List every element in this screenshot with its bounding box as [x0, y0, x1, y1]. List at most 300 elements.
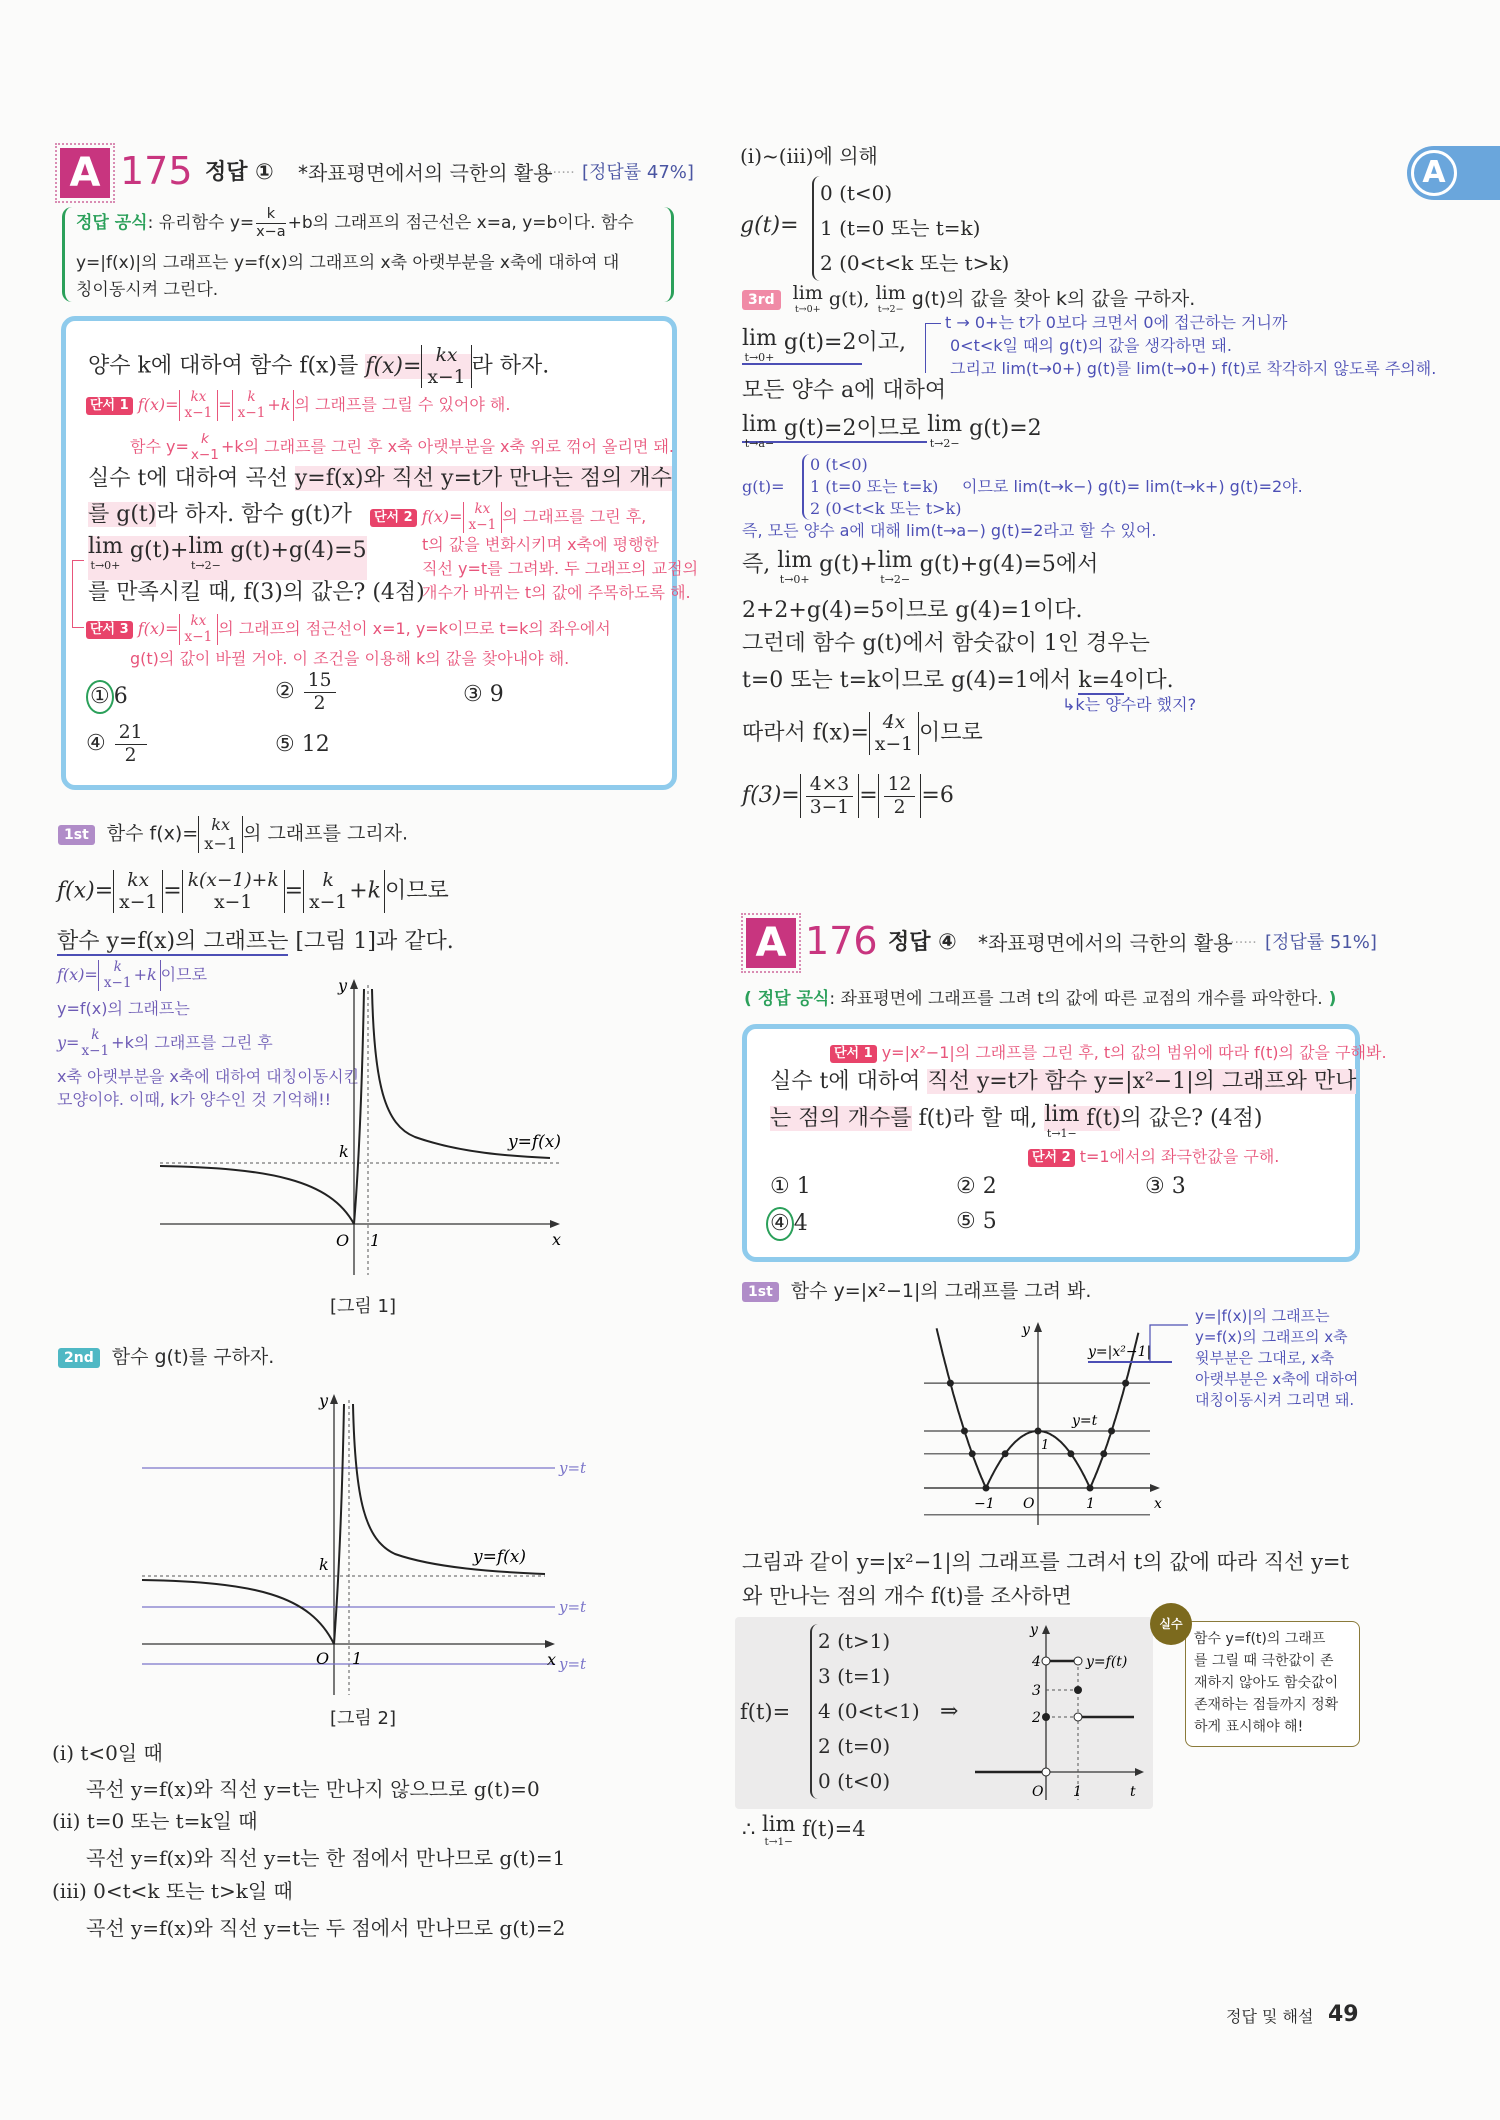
open-point	[1074, 1657, 1082, 1665]
intersection-point	[1035, 1428, 1042, 1435]
frac-num: k	[247, 389, 256, 405]
math: =6	[921, 783, 954, 808]
case: 0 (t<0)	[820, 181, 893, 205]
lim: lim	[877, 548, 913, 573]
open-point	[1042, 1768, 1050, 1776]
mistake-callout	[1185, 1621, 1360, 1747]
text: g(t)의 값을 찾아 k의 값을 구하자.	[905, 288, 1196, 310]
intersection-point	[947, 1380, 954, 1387]
y-axis-arrow	[1042, 1625, 1050, 1634]
callout-line: 하게 표시해야 해!	[1194, 1719, 1304, 1735]
lim: lim	[742, 326, 777, 351]
problem-line-5: 를 만족시킬 때, f(3)의 값은? (4점)	[88, 580, 425, 605]
x-axis-label: x	[1154, 1496, 1162, 1512]
choice-1[interactable]	[770, 1172, 811, 1202]
line-label: y=t	[559, 1655, 587, 1673]
choice-mark: ①	[770, 1174, 790, 1199]
step-3-line-5: 2+2+g(4)=5이므로 g(4)=1이다.	[742, 598, 1083, 623]
choice-mark: ③	[1145, 1174, 1165, 1199]
math: g(t),	[822, 288, 876, 310]
math: g(t)+	[122, 538, 189, 563]
text: 의 그래프를 그리자.	[243, 822, 409, 845]
leader-dots: ······	[548, 165, 575, 181]
frac-num: 4×3	[806, 774, 853, 797]
formula-line-2: y=|f(x)|의 그래프는 y=f(x)의 그래프의 x축 아랫부분을 x축에 대하여 대	[76, 253, 620, 273]
frac-num: k	[113, 959, 122, 975]
hint-3-connector	[72, 560, 84, 628]
math: =	[859, 783, 878, 808]
hint-tag: 단서 2	[1028, 1149, 1075, 1167]
math: f(x)=	[365, 353, 422, 379]
note-line-4: x축 아랫부분을 x축에 대하여 대칭이동시킨	[57, 1067, 360, 1086]
x-axis-arrow	[1150, 1484, 1160, 1492]
t1-label: 1	[1073, 1784, 1082, 1800]
frac-den: x−1	[204, 833, 238, 853]
frac-num: kx	[435, 345, 458, 366]
step-badge: 2nd	[58, 1348, 100, 1368]
hint-text: 의 그래프를 그릴 수 있어야 해.	[294, 395, 511, 415]
y-axis-arrow	[330, 1394, 338, 1404]
case-3-head: (iii) 0<t<k 또는 t>k일 때	[52, 1879, 293, 1903]
case: 1 (t=0 또는 t=k)	[810, 477, 939, 496]
conclusion	[742, 1814, 866, 1848]
page-number: 49	[1328, 2002, 1359, 2027]
formula-line-3: 칭이동시켜 그린다.	[76, 280, 219, 300]
lim: lim	[777, 548, 813, 573]
intersection-point	[1002, 1450, 1009, 1457]
note-line-5: 모양이야. 이때, k가 양수인 것 기억해!!	[57, 1090, 332, 1109]
choice-mark: ③	[463, 682, 483, 707]
frac-den: x−1	[103, 974, 132, 991]
intersection-point	[1087, 1485, 1094, 1492]
case: 2 (t=0)	[818, 1734, 891, 1758]
text: [그림 1]과 같다.	[288, 929, 454, 954]
g-definition-label	[740, 211, 799, 241]
math: y=	[57, 1033, 80, 1053]
lim-sub: t→2−	[191, 559, 221, 572]
math: f(x)=	[137, 395, 179, 415]
note-1-line-3: 그리고 lim(t→0+) g(t)를 lim(t→0+) f(t)로 착각하지 않도록 주의해.	[950, 359, 1437, 378]
math: =	[218, 395, 232, 415]
choice-value: 4	[793, 1211, 808, 1236]
leader-dots: ······	[1230, 935, 1257, 951]
frac-den: x−1	[214, 891, 253, 913]
step-badge: 3rd	[742, 290, 781, 310]
therefore: ∴	[742, 1817, 763, 1841]
lim-sub: t→2−	[880, 573, 911, 586]
line-label: y=t	[559, 1459, 587, 1477]
intersection-point	[1108, 1428, 1115, 1435]
choice-value: 1	[796, 1174, 811, 1199]
step-1-heading	[58, 816, 408, 853]
step-3-line-7	[742, 666, 1174, 696]
lim: lim	[88, 534, 123, 559]
lim: lim	[792, 282, 823, 304]
y3-label: 3	[1032, 1683, 1041, 1699]
math: f(t)라 할 때,	[911, 1106, 1045, 1131]
formula-text: +b의 그래프의 점근선은 x=a, y=b이다. 함수	[287, 213, 634, 234]
x-axis-label: x	[552, 1230, 562, 1249]
note-connector	[1150, 1325, 1188, 1362]
x-axis-arrow	[550, 1220, 560, 1228]
closed-point	[1074, 1686, 1082, 1694]
frac-num: kx	[190, 613, 207, 629]
callout-line: 존재하는 점들까지 정확	[1194, 1697, 1339, 1713]
problem-line-3	[88, 500, 352, 530]
y-1-label: 1	[1041, 1438, 1050, 1453]
choice-mark: ⑤	[275, 732, 295, 757]
curve-middle-branch	[354, 989, 364, 1224]
text: +k의 그래프를 그린 후	[111, 1033, 273, 1053]
math: +k	[349, 878, 381, 904]
note-connector	[925, 323, 941, 373]
math: g(t)=2	[962, 416, 1042, 441]
case-2-body: 곡선 y=f(x)와 직선 y=t는 한 점에서 만나므로 g(t)=1	[86, 1846, 566, 1870]
frac-den: x−1	[119, 891, 158, 913]
frac-num: 4x	[882, 712, 906, 733]
step-function-graph	[970, 1620, 1150, 1805]
note-2-g: g(t)=	[742, 477, 785, 496]
hint-tag: 단서 2	[370, 509, 417, 527]
case: 4 (0<t<1)	[818, 1699, 920, 1723]
lim: lim	[875, 282, 906, 304]
section-badge: A	[746, 918, 796, 968]
frac-num: k	[322, 870, 334, 891]
case-1-body: 곡선 y=f(x)와 직선 y=t는 만나지 않으므로 g(t)=0	[86, 1777, 540, 1801]
x1-label: 1	[352, 1649, 363, 1668]
note-2-conclusion: 이므로 lim(t→k−) g(t)= lim(t→k+) g(t)=2야.	[962, 477, 1303, 496]
math: f(x)=	[57, 878, 114, 904]
math: +k	[133, 965, 157, 985]
choice-2[interactable]	[956, 1172, 997, 1202]
figure-2-graph	[135, 1390, 605, 1700]
frac-den: x−1	[427, 366, 466, 388]
hint-text: 의 그래프를 그린 후,	[502, 507, 647, 527]
text: 라 하자. 함수 g(t)가	[156, 502, 352, 527]
answer-label: 정답 ④	[888, 930, 957, 955]
problem-line-2	[88, 464, 672, 494]
choice-1[interactable]	[86, 680, 128, 714]
choice-mark: ②	[275, 679, 295, 704]
frac-den: 2	[124, 744, 137, 766]
lim-sub: t→1−	[764, 1836, 793, 1848]
note-line: y=f(x)의 그래프의 x축	[1195, 1328, 1348, 1346]
math: g(t)+g(4)=5	[223, 538, 367, 563]
note-1-line-2: 0<t<k일 때의 g(t)의 값을 생각하면 돼.	[950, 336, 1232, 355]
text: 이므로	[160, 965, 208, 985]
step-badge: 1st	[58, 825, 95, 845]
frac-den: x−1	[874, 733, 913, 755]
math: f(x)=	[57, 965, 98, 985]
frac-num: k	[200, 431, 209, 447]
origin-label: O	[1023, 1496, 1035, 1512]
hint-2	[370, 502, 646, 533]
formula-line: ( 정답 공식: 좌표평면에 그래프를 그려 t의 값에 따른 교점의 개수를 파악한다. )	[744, 989, 1337, 1009]
choice-value: 9	[489, 682, 504, 707]
frac-den: 2	[893, 796, 906, 818]
highlight-text: 직선 y=t가 함수 y=|x²−1|의 그래프와 만나	[927, 1069, 1357, 1094]
origin-label: O	[1032, 1784, 1044, 1800]
hint-text: 의 그래프의 점근선이 x=1, y=k이므로 t=k의 좌우에서	[218, 619, 611, 639]
formula-text: : 좌표평면에 그래프를 그려 t의 값에 따른 교점의 개수를 파악한다.	[829, 989, 1323, 1009]
lim-sub: t→0+	[779, 573, 810, 586]
lim-sub: t→0+	[794, 304, 821, 315]
step-3-line-6: 그런데 함수 g(t)에서 함숫값이 1인 경우는	[742, 631, 1150, 656]
step-3-line-2: 모든 양수 a에 대하여	[742, 378, 947, 403]
math: +k	[267, 395, 291, 415]
choice-value: 3	[1171, 1174, 1186, 1199]
choice-3[interactable]	[463, 680, 504, 710]
choice-2[interactable]	[275, 670, 338, 714]
choice-5[interactable]	[275, 730, 330, 760]
case-2-head: (ii) t=0 또는 t=k일 때	[52, 1809, 258, 1833]
y-axis-arrow	[1034, 1322, 1042, 1332]
abs-parabola-graph	[910, 1320, 1190, 1530]
lim: lim	[927, 412, 963, 437]
math: =	[163, 878, 182, 904]
math: g(t)+g(4)=5에서	[912, 552, 1099, 577]
highlight-text: y=f(x)와 직선 y=t가 만나는 점의 개수	[294, 466, 672, 491]
step-2-heading	[58, 1342, 274, 1372]
curve-label: y=f(x)	[473, 1547, 526, 1567]
hint-1	[86, 390, 510, 421]
x1-label: 1	[370, 1231, 381, 1250]
y-axis-arrow	[350, 979, 358, 989]
note-2-cases	[802, 454, 961, 520]
topic-label: *좌표평면에서의 극한의 활용	[298, 161, 553, 185]
choice-mark-selected: ①	[86, 680, 114, 714]
correct-rate: [정답률 47%]	[582, 162, 694, 183]
choice-4[interactable]	[86, 722, 149, 766]
lim-sub: t→0+	[90, 559, 121, 572]
lim-sub: t→2−	[929, 437, 960, 450]
k-label: k	[339, 1142, 349, 1161]
x-axis-arrow	[545, 1640, 555, 1648]
underlined-text: 함수 y=f(x)의 그래프는	[57, 929, 289, 954]
step-1-equation	[57, 870, 449, 913]
underlined-answer: k=4	[1078, 668, 1125, 693]
choice-mark: ②	[956, 1174, 976, 1199]
callout-line: 를 그릴 때 극한값이 존	[1194, 1653, 1334, 1669]
case-1-head: (i) t<0일 때	[52, 1741, 163, 1765]
g-definition-cases	[812, 176, 1009, 281]
text: 의 값은? (4점)	[1120, 1106, 1263, 1131]
frac-num: k	[91, 1027, 100, 1043]
closed-point	[1042, 1713, 1050, 1721]
case: 1 (t=0 또는 t=k)	[820, 216, 981, 240]
choice-value: 12	[301, 732, 330, 757]
choice-5[interactable]	[956, 1207, 997, 1237]
choice-mark: ⑤	[956, 1209, 976, 1234]
answer-label: 정답 ①	[205, 160, 274, 185]
ft-label: f(t)=	[740, 1700, 791, 1724]
intersection-point	[1122, 1380, 1129, 1387]
lim-sub: t→2−	[877, 304, 904, 315]
choice-value: 6	[113, 684, 128, 709]
text-line-1: 그림과 같이 y=|x²−1|의 그래프를 그려서 t의 값에 따라 직선 y=t	[742, 1550, 1349, 1574]
hint-1-detail	[130, 432, 674, 463]
math: g(t)+	[812, 552, 878, 577]
problem-condition	[88, 536, 367, 580]
choice-4[interactable]	[766, 1207, 808, 1241]
text: 양수 k에 대하여 함수 f(x)를	[88, 353, 366, 379]
correct-rate: [정답률 51%]	[1265, 932, 1377, 953]
hint-tag: 단서 1	[830, 1045, 877, 1063]
text: 따라서 f(x)=	[742, 720, 869, 746]
hint-1	[830, 1042, 1387, 1064]
frac-num: kx	[211, 815, 231, 834]
curve-label: y=f(t)	[1086, 1654, 1128, 1670]
step-3-line-9	[742, 774, 954, 818]
problem-line-1	[88, 345, 549, 388]
hint-2	[1028, 1146, 1279, 1168]
intersection-point	[1100, 1450, 1107, 1457]
t-axis-label: t	[1130, 1784, 1136, 1800]
step-1-heading	[742, 1276, 1091, 1306]
side-tab-label: A	[1411, 150, 1457, 196]
hint-text: t=1에서의 좌극한값을 구해.	[1079, 1147, 1280, 1166]
curve-label: y=|x²−1|	[1088, 1344, 1152, 1360]
open-point	[1042, 1657, 1050, 1665]
figure-1-graph	[150, 975, 590, 1285]
figure-1-caption: [그림 1]	[330, 1296, 396, 1317]
t-axis-arrow	[1135, 1768, 1144, 1776]
case: 2 (0<t<k 또는 t>k)	[810, 499, 962, 518]
frac-den: 2	[313, 692, 326, 714]
frac-den: x−1	[184, 628, 213, 645]
frac-den: x−a	[256, 223, 286, 240]
hint-text: y=|x²−1|의 그래프를 그린 후, t의 값의 범위에 따라 f(t)의 값을 구해봐.	[881, 1043, 1387, 1062]
curve-left-branch	[160, 1166, 354, 1224]
y-axis-label: y	[1022, 1322, 1030, 1338]
curve-middle-branch	[334, 1404, 344, 1644]
note-line: 윗부분은 그대로, x축	[1195, 1349, 1335, 1367]
text: 실수 t에 대하여	[770, 1069, 928, 1094]
frac-den: 3−1	[809, 796, 850, 818]
step-badge: 1st	[742, 1282, 779, 1302]
callout-line: 재하지 않아도 함숫값이	[1194, 1675, 1339, 1691]
lim-sub: t→a−	[744, 437, 775, 450]
side-tab[interactable]	[1407, 146, 1500, 200]
hint-tag: 단서 3	[86, 621, 133, 639]
frac-num: 12	[884, 774, 916, 797]
y-axis-label: y	[1030, 1622, 1038, 1638]
origin-label: O	[316, 1649, 330, 1668]
mistake-badge: 실수	[1150, 1603, 1192, 1645]
section-badge: A	[60, 148, 110, 198]
x-minus-1-label: −1	[974, 1496, 995, 1512]
text-line-2: 와 만나는 점의 개수 f(t)를 조사하면	[742, 1584, 1072, 1608]
highlight-text: 는 점의 개수를	[770, 1106, 912, 1131]
choice-mark-selected: ④	[766, 1207, 794, 1241]
math: g(t)=	[740, 213, 799, 238]
frac-den: x−1	[190, 446, 219, 463]
y-axis-label: y	[319, 1391, 329, 1410]
note-2-summary: 즉, 모든 양수 a에 대해 lim(t→a−) g(t)=2라고 할 수 있어.	[742, 521, 1157, 540]
lim-sub: t→1−	[1046, 1127, 1077, 1140]
note-3: ↳k는 양수라 했지?	[1062, 695, 1197, 714]
cases-intro: (i)~(iii)에 의해	[740, 144, 878, 168]
frac-den: x−1	[237, 404, 266, 421]
frac-den: x−1	[184, 404, 213, 421]
intersection-point	[969, 1450, 976, 1457]
text: 이므로	[384, 878, 449, 904]
text: +k의 그래프를 그린 후 x축 아랫부분을 x축 위로 꺾어 올리면 돼.	[220, 437, 675, 457]
line-label: y=t	[559, 1598, 587, 1616]
text: 라 하자.	[471, 353, 550, 379]
step-3-line-8	[742, 712, 983, 755]
hint-3-detail: g(t)의 값이 바뀔 거야. 이 조건을 이용해 k의 값을 찾아내야 해.	[130, 649, 570, 668]
choice-value: 2	[982, 1174, 997, 1199]
x-axis-label: x	[547, 1650, 557, 1669]
frac-num: kx	[127, 870, 150, 891]
math: g(t)=2이므로	[776, 416, 928, 441]
footer-label: 정답 및 해설	[1226, 2007, 1314, 2026]
y-axis-label: y	[338, 976, 348, 995]
abs-note	[1195, 1306, 1358, 1411]
math: g(t)=2이고,	[776, 330, 906, 355]
y4-label: 4	[1032, 1654, 1041, 1670]
formula-label: 정답 공식	[76, 213, 148, 234]
text: 이므로	[919, 720, 983, 746]
highlight-text: 를 g(t)	[88, 502, 157, 527]
origin-label: O	[336, 1231, 350, 1250]
hint-3	[86, 614, 611, 645]
text: t=0 또는 t=k이므로 g(4)=1에서	[742, 668, 1079, 693]
math: f(x)=	[421, 507, 463, 527]
case: 0 (t<0)	[810, 455, 868, 474]
callout-line: 함수 y=f(t)의 그래프	[1194, 1631, 1326, 1647]
formula-line-1	[76, 206, 634, 240]
ft-cases	[810, 1624, 920, 1799]
y2-label: 2	[1032, 1710, 1041, 1726]
frac-num: 15	[304, 670, 336, 693]
frac-den: x−1	[309, 891, 348, 913]
problem-line-2	[770, 1104, 1262, 1144]
text: 이다.	[1124, 668, 1174, 693]
problem-line-1	[770, 1067, 1356, 1097]
hint-2-line-1: t의 값을 변화시키며 x축에 평행한	[422, 535, 660, 554]
case: 0 (t<0)	[818, 1769, 891, 1793]
frac-num: 21	[115, 722, 147, 745]
hint-2-line-2: 직선 y=t를 그려봐. 두 그래프의 교점의	[422, 559, 699, 578]
curve-label: y=f(x)	[508, 1132, 561, 1152]
formula-label: 정답 공식	[757, 989, 830, 1009]
frac-num: k(x−1)+k	[187, 870, 279, 891]
frac-num: k	[256, 206, 286, 224]
math: f(x)=	[137, 619, 179, 639]
math: =	[284, 878, 304, 904]
case: 2 (0<t<k 또는 t>k)	[820, 251, 1010, 275]
k-label: k	[319, 1555, 329, 1574]
choice-mark: ④	[86, 731, 106, 756]
note-line: 대칭이동시켜 그리면 돼.	[1195, 1391, 1355, 1409]
problem-number: 176	[805, 919, 878, 963]
lim-sub: t→0+	[744, 351, 775, 364]
intersection-point	[1067, 1450, 1074, 1457]
frac-den: x−1	[468, 516, 497, 533]
topic-label: *좌표평면에서의 극한의 활용	[978, 931, 1233, 955]
choice-3[interactable]	[1145, 1172, 1186, 1202]
case-3-body: 곡선 y=f(x)와 직선 y=t는 두 점에서 만나므로 g(t)=2	[86, 1916, 566, 1940]
lim: lim	[188, 534, 224, 559]
step-1-line	[57, 927, 454, 957]
implies-arrow: ⇒	[940, 1699, 959, 1724]
text: 함수 f(x)=	[106, 822, 199, 845]
curve-left-branch	[142, 1580, 334, 1644]
text: 함수 g(t)를 구하자.	[111, 1346, 275, 1368]
lim: lim	[1044, 1102, 1080, 1127]
